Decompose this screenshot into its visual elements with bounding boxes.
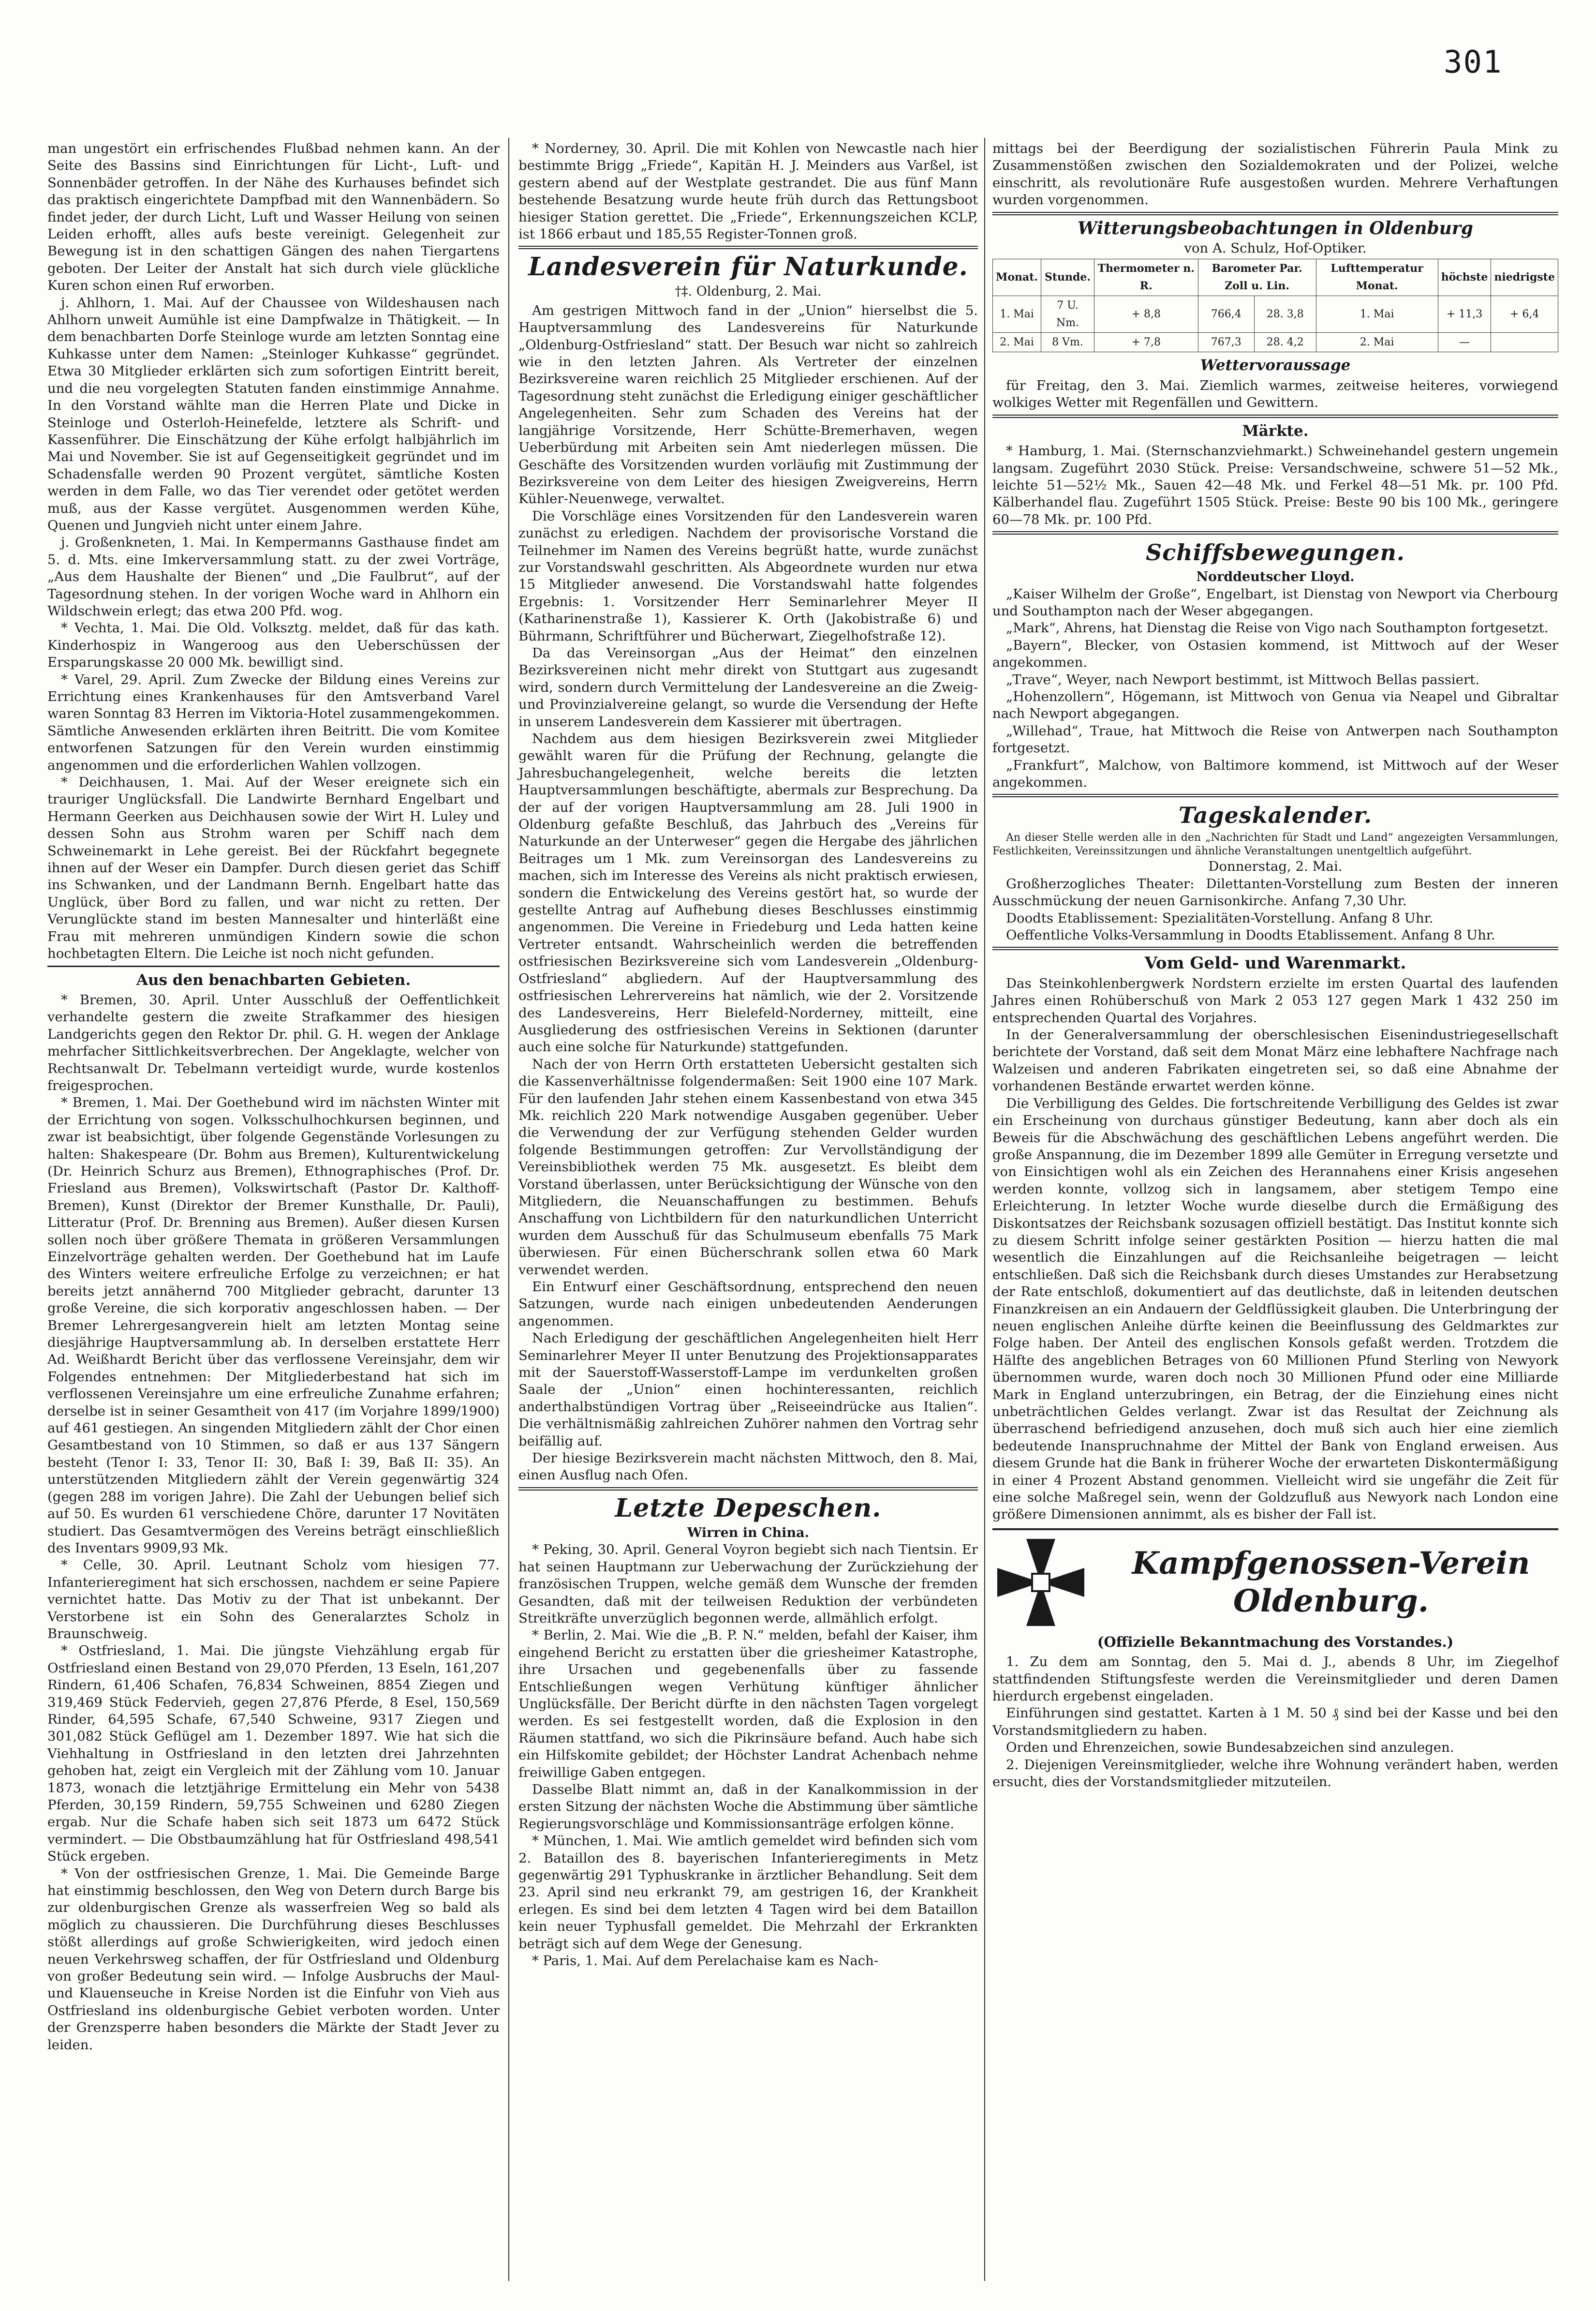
table-header: Monat. xyxy=(993,259,1041,296)
ad-item: Orden und Ehrenzeichen, sowie Bundesabzeichen sind anzulegen. xyxy=(1006,1740,1454,1756)
table-header: Barometer Par. Zoll u. Lin. xyxy=(1198,259,1316,296)
dateline: †‡. Oldenburg, 2. Mai. xyxy=(675,284,822,299)
article-paragraph: mittags bei der Beerdigung der sozialistischen Führerin Paula Mink zu Zusammenstößen zwischen den Sozialdemokraten und der Polizei, welche einschritt, als revolutionäre Rufe ausgestoßen wurden. Mehrere Verhaftungen wurden vorgenommen. xyxy=(992,141,1558,208)
money-title: Vom Geld- und Warenmarkt. xyxy=(1144,954,1406,973)
article-paragraph: Nachdem aus dem hiesigen Bezirksverein zwei Mitglieder gewählt waren für die Prüfung der Rechnung, gelangte die Jahresbuchangelegenheit, welche bereits die letzten Hauptversammlungen beschäftigte, abermals zur Besprechung. Da der auf der vorigen Hauptversammlung am 28. Juli 1900 in Oldenburg gefaßte Beschluß, das Jahrbuch des „Vereins für Naturkunde an der Unterweser“ gegen die Hergabe des jährlichen Beitrages um 1 Mk. zum Vereinsorgan des Landesvereins zu machen, sich im Interesse des Vereins als nicht praktisch erwiesen, sondern die Entwickelung des Vereins gestört hat, so wurde der gestellte Antrag auf Aufhebung dieses Beschlusses einstimmig angenommen. Die Vereine in Friedeburg und Leda hatten keine Vertreter entsandt. Wahrscheinlich werden die betreffenden ostfriesischen Bezirksvereine sich vom Landesverein „Oldenburg-Ostfriesland“ abgliedern. Auf der Hauptversammlung des ostfriesischen Lehrervereins hat nämlich, wie der 2. Vorsitzende des Landesvereins, Herr Bielefeld-Norderney, mitteilt, eine Ausgliederung des ostfriesischen Vereins in Sektionen (darunter auch eine solche für Naturkunde) stattgefunden. xyxy=(518,731,978,1055)
table-header: Lufttemperatur Monat. xyxy=(1316,259,1438,296)
weather-table xyxy=(992,259,1558,352)
article-paragraph: * Ostfriesland, 1. Mai. Die jüngste Viehzählung ergab für Ostfriesland einen Bestand von 29,070 Pferden, 13 Eseln, 161,207 Rindern, 61,406 Schafen, 76,834 Schweinen, 8854 Ziegen und 319,469 Stück Federvieh, gegen 27,876 Pferde, 8 Esel, 150,569 Rinder, 64,595 Schafe, 67,540 Schweine, 9317 Ziegen und 301,082 Stück Geflügel am 1. Dezember 1897. Wie hat sich die Viehhaltung in Ostfriesland in den letzten drei Jahrzehnten gehoben hat, zeigt ein Vergleich mit der Zählung vom 10. Januar 1873, wonach die letztjährige Ermittelung ein Mehr von 5438 Pferden, 30,159 Rindern, 59,755 Schweinen und 6280 Ziegen ergab. Nur die Schafe haben sich seit 1873 um 6472 Stück vermindert. — Die Obstbaumzählung hat für Ostfriesland 498,541 Stück ergeben. xyxy=(47,1643,500,1864)
ship-entry: „Willehad“, Traue, hat Mittwoch die Reise von Antwerpen nach Southampton fortgesetzt. xyxy=(992,723,1558,756)
table-cell: 1. Mai xyxy=(993,296,1041,333)
ship-entry: „Bayern“, Blecker, von Ostasien kommend, ist Mittwoch auf der Weser angekommen. xyxy=(992,637,1558,671)
page-number: 301 xyxy=(1444,45,1503,80)
table-cell: + 7,8 xyxy=(1094,333,1198,352)
ad-notice: (Offizielle Bekanntmachung des Vorstandes.) xyxy=(1097,1633,1454,1650)
table-row xyxy=(993,296,1558,333)
article-paragraph: Ein Entwurf einer Geschäftsordnung, entsprechend den neuen Satzungen, wurde nach einigen unbedeutenden Aenderungen angenommen. xyxy=(518,1279,978,1329)
calendar-item: Doodts Etablissement: Spezialitäten-Vorstellung. Anfang 8 Uhr. xyxy=(1006,910,1433,926)
markets-text: * Hamburg, 1. Mai. (Sternschanzviehmarkt.) Schweinehandel gestern ungemein langsam. Zugeführt 2030 Stück. Preise: Versandschweine, schwere 51—52 Mk., leichte 51—52½ Mk., Sauen 42—48 Mk. und Ferkel 48—51 Mk. pr. 100 Pfd. Kälberhandel flau. Zugeführt 1505 Stück. Preise: Beste 90 bis 100 Mk., geringere 60—78 Mk. pr. 100 Pfd. xyxy=(992,443,1558,527)
calendar-title: Tageskalender. xyxy=(1178,802,1373,829)
column-rule xyxy=(508,138,509,2281)
table-cell: 2. Mai xyxy=(1316,333,1438,352)
section-divider xyxy=(992,531,1558,535)
table-cell: 28. 4,2 xyxy=(1255,333,1316,352)
article-paragraph: * Berlin, 2. Mai. Wie die „B. P. N.“ melden, befahl der Kaiser, ihm eingehend Bericht zu erstatten über die griesheimer Katastrophe, ihre Ursachen und gegebenenfalls über zu fassende Entschließungen wegen Verhütung künftiger ähnlicher Unglücksfälle. Der Bericht dürfte in den nächsten Tagen vorgelegt werden. Es sei festgestellt worden, daß die Explosion in den Räumen stattfand, wo sich die Pikrinsäure befand. Auch habe sich ein Hilfskomite gebildet; der Höchster Landrat Achenbach nehme freiwillige Gaben entgegen. xyxy=(518,1627,978,1780)
money-paragraph: Die Verbilligung des Geldes. Die fortschreitende Verbilligung des Geldes ist zwar ein Erscheinung von durchaus günstiger Bedeutung, kann aber doch als ein Beweis für die Abschwächung des geschäftlichen Lebens angeführt werden. Die große Anspannung, die im Dezember 1899 alle Gemüter in Erregung versetzte und von Einsichtigen wohl als ein Zeichen des Herannahens einer Krisis angesehen werden konnte, vollzog sich in langsamem, aber stetigem Tempo eine Erleichterung. In letzter Woche wurde dieselbe durch die Ermäßigung des Diskontsatzes der Reichsbank sozusagen offiziell bestätigt. Das Institut konnte sich zu diesem Schritt infolge seiner gestärkten Position — hierzu hatten die mal wesentlich die Einzahlungen auf die Reichsanleihe beigetragen — leicht entschließen. Daß sich die Reichsbank durch dieses Umstandes zur Herabsetzung der Rate entschloß, dokumentiert auf das deutlichste, daß in leitenden deutschen Finanzkreisen an ein Andauern der Geldflüssigkeit glauben. Die Unterbringung der neuen englischen Anleihe dürfte keinen die Beeinflussung des Geldmarktes zur Folge haben. Der Anteil des englischen Konsols gefaßt werden. Trotzdem die Hälfte des angeblichen Betrages von 60 Millionen Pfund Sterling von Newyork übernommen wurde, waren doch noch 30 Millionen Pfund oder eine Milliarde Mark in England unterzubringen, ein Betrag, der die Einziehung eines nicht unbeträchtlichen Geldes verlangt. Zwar ist das Resultat der Zeichnung als überraschend befriedigend anzusehen, doch muß sich auch hier eine ziemlich bedeutende Inanspruchnahme der Mittel der Bank von England erweisen. Aus diesem Grunde hat die Bank in früherer Woche der erwarteten Diskontermäßigung in einer 4 Prozent Abstand genommen. Vielleicht wird sie ungefähr die Zeit für eine solche Maßregel sein, wenn der Goldzufluß aus Newyork nach London eine größere Dimensionen annimmt, als es bisher der Fall ist. xyxy=(992,1095,1558,1522)
article-paragraph: Dasselbe Blatt nimmt an, daß in der Kanalkommission in der ersten Sitzung der nächsten Woche die Abstimmung über sämtliche Regierungsvorschläge und Kommissionsanträge erfolgen könne. xyxy=(518,1781,978,1832)
table-cell: 7 U. Nm. xyxy=(1041,296,1094,333)
section-divider xyxy=(47,966,500,967)
article-paragraph: Da das Vereinsorgan „Aus der Heimat“ den einzelnen Bezirksvereinen nicht mehr direkt von Stuttgart aus zugesandt wird, sondern durch Vermittelung der Landesvereine an die Zweig- und Provinzialvereine gelangt, so wurde die Versendung der Hefte in unserem Landesverein dem Kassierer mit übertragen. xyxy=(518,645,978,730)
article-paragraph: j. Ahlhorn, 1. Mai. Auf der Chaussee von Wildeshausen nach Ahlhorn unweit Aumühle ist eine Dampfwalze in Thätigkeit. — In dem benachbarten Dorfe Steinloge wurde am letzten Sonntag eine Kuhkasse unter dem Namen: „Steinloger Kuhkasse“ gegründet. Etwa 30 Mitglieder erklärten sich zum sofortigen Eintritt bereit, und die neu vorgelegten Statuten fanden einstimmige Annahme. In den Vorstand wählte man die Herren Plate und Dicke in Steinloge und Osterloh-Heinefelde, letztere als Schrift- und Kassenführer. Die Einschätzung der Kühe erfolgt halbjährlich im Mai und November. Sie ist auf Gegenseitigkeit gegründet und im Schadensfalle werden 90 Prozent vergütet, sämtliche Kosten werden in dem Falle, wo das Tier verendet oder getötet werden muß, aus der Kasse vergütet. Ausgenommen werden Kühe, Quenen und Jungvieh nicht unter einem Jahre. xyxy=(47,295,500,533)
table-cell: 28. 3,8 xyxy=(1255,296,1316,333)
section-title: Letzte Depeschen. xyxy=(615,1493,882,1523)
section-divider xyxy=(992,947,1558,950)
calendar-item: Großherzogliches Theater: Dilettanten-Vorstellung zum Besten der inneren Ausschmückung der neuen Garnisonkirche. Anfang 7,30 Uhr. xyxy=(992,876,1558,909)
table-cell xyxy=(1491,333,1558,352)
table-cell: + 6,4 xyxy=(1491,296,1558,333)
weather-title: Witterungsbeobachtungen in Oldenburg xyxy=(1078,218,1473,239)
ad-item: 1. Zu dem am Sonntag, den 5. Mai d. J., abends 8 Uhr, im Ziegelhof stattfindenden Stiftungsfeste werden die Vereinsmitglieder und deren Damen hierdurch ergebenst eingeladen. xyxy=(992,1654,1558,1704)
article-paragraph: * Varel, 29. April. Zum Zwecke der Bildung eines Vereins zur Errichtung eines Krankenhauses für den Amtsverband Varel waren Sonntag 83 Herren im Viktoria-Hotel zusammengekommen. Sämtliche Anwesenden erklärten ihren Beitritt. Die vom Komitee entworfenen Satzungen für den Verein wurden einstimmig angenommen und die erforderlichen Wahlen vollzogen. xyxy=(47,671,500,773)
table-row xyxy=(993,333,1558,352)
article-paragraph: Am gestrigen Mittwoch fand in der „Union“ hierselbst die 5. Hauptversammlung des Landesvereins für Naturkunde „Oldenburg-Ostfriesland“ statt. Der Besuch war nicht so zahlreich wie in den letzten Jahren. Als Vertreter der einzelnen Bezirksvereine waren reichlich 25 Mitglieder erschienen. Auf der Tagesordnung steht zunächst die Erledigung einiger geschäftlicher Angelegenheiten. Sehr zum Schaden des Vereins hat der langjährige Vorsitzende, Herr Schütte-Bremerhaven, wegen Ueberbürdung mit Arbeiten sein Amt niederlegen müssen. Die Geschäfte des Vorsitzenden wurden vorläufig mit Zustimmung der Bezirksvereine von dem Leiter des hiesigen Zweigvereins, Herrn Kühler-Neuenwege, verwaltet. xyxy=(518,302,978,507)
section-divider xyxy=(992,212,1558,215)
table-cell: + 8,8 xyxy=(1094,296,1198,333)
column-1 xyxy=(47,140,500,2279)
article-paragraph: * München, 1. Mai. Wie amtlich gemeldet wird befinden sich vom 2. Bataillon des 8. bayerischen Infanterieregiments in Metz gegenwärtig 291 Typhuskranke in ärztlicher Behandlung. Seit dem 23. April sind neu erkrankt 79, am gestrigen 16, der Krankheit erlegen. Es sind bei dem letzten 4 Tagen wird bei dem Bataillon kein neuer Typhusfall gemeldet. Die Mehrzahl der Erkrankten beträgt sich auf dem Wege der Genesung. xyxy=(518,1833,978,1952)
calendar-note: An dieser Stelle werden alle in den „Nachrichten für Stadt und Land“ angezeigten Versammlungen, Festlichkeiten, Vereinssitzungen und ähnliche Veranstaltungen unentgeltlich aufgeführt. xyxy=(992,832,1558,858)
table-header: niedrigste xyxy=(1491,259,1558,296)
ad-item: Einführungen sind gestattet. Karten à 1 M. 50 ₰ sind bei der Kasse und bei den Vorstandsmitgliedern zu haben. xyxy=(992,1705,1558,1738)
money-paragraph: In der Generalversammlung der oberschlesischen Eisenindustriegesellschaft berichtete der Vorstand, daß seit dem Monat März eine lebhaftere Nachfrage nach Walzeisen und anderen Fabrikaten eingetreten sei, so daß eine Abnahme der vorhandenen Bestände erwartet werden könne. xyxy=(992,1027,1558,1094)
section-divider xyxy=(992,794,1558,797)
article-paragraph: Der hiesige Bezirksverein macht nächsten Mittwoch, den 8. Mai, einen Ausflug nach Ofen. xyxy=(518,1450,978,1483)
ships-title: Schiffsbewegungen. xyxy=(1146,539,1405,566)
table-header: höchste xyxy=(1438,259,1491,296)
article-paragraph: * Bremen, 30. April. Unter Ausschluß der Oeffentlichkeit verhandelte gestern die zweite Strafkammer des hiesigen Landgerichts gegen den Rektor Dr. phil. G. H. wegen der Anklage mehrfacher Sittlichkeitsverbrechen. Der Angeklagte, welcher von Rechtsanwalt Dr. Tebelmann verteidigt wurde, wurde kostenlos freigesprochen. xyxy=(47,992,500,1093)
column-rule xyxy=(984,138,985,2281)
ship-entry: „Mark“, Ahrens, hat Dienstag die Reise von Vigo nach Southampton fortgesetzt. xyxy=(1006,620,1549,636)
ship-entry: „Kaiser Wilhelm der Große“, Engelbart, ist Dienstag von Newport via Cherbourg und Southampton nach der Weser abgegangen. xyxy=(992,586,1558,619)
article-paragraph: * Peking, 30. April. General Voyron begiebt sich nach Tientsin. Er hat seinen Hauptmann zur Ueberwachung der Zurückziehung der französischen Truppen, welche gemäß dem Wunsche der fremden Gesandten, daß mit der teilweisen Reduktion der verbündeten Streitkräfte unverzüglich begonnen werde, allmählich erfolgt. xyxy=(518,1542,978,1626)
section-title: Landesverein für Naturkunde. xyxy=(528,252,968,282)
ship-entry: „Trave“, Weyer, nach Newport bestimmt, ist Mittwoch Bellas passiert. xyxy=(1006,671,1479,687)
calendar-item: Oeffentliche Volks-Versammlung in Doodts Etablissement. Anfang 8 Uhr. xyxy=(1006,927,1495,943)
table-header: Stunde. xyxy=(1041,259,1094,296)
ad-title-line1: Kampfgenossen-Verein xyxy=(1132,1545,1530,1581)
article-paragraph: * Norderney, 30. April. Die mit Kohlen von Newcastle nach hier bestimmte Brigg „Friede“, Kapitän H. J. Meinders aus Varßel, ist gestern abend auf der Westplate gestrandet. Die aus fünf Mann bestehende Besatzung wurde heute früh durch das Rettungsboot hiesiger Station gerettet. Die „Friede“, Erkennungszeichen KCLP, ist 1866 erbaut und 185,55 Register-Tonnen groß. xyxy=(518,141,978,242)
forecast-text: für Freitag, den 3. Mai. Ziemlich warmes, zeitweise heiteres, vorwiegend wolkiges Wetter mit Regenfällen und Gewittern. xyxy=(992,377,1558,411)
section-divider xyxy=(518,246,978,249)
article-paragraph: j. Großenkneten, 1. Mai. In Kempermanns Gasthause findet am 5. d. Mts. eine Imkerversammlung statt. zu der zwei Vorträge, „Aus dem Haushalte der Bienen“ und „Die Faulbrut“, auf der Tagesordnung stehen. In der vorigen Woche ward in Ahlhorn ein Wildschwein erlegt; das etwa 200 Pfd. wog. xyxy=(47,535,500,619)
iron-cross-icon xyxy=(992,1534,1089,1631)
table-cell: 8 Vm. xyxy=(1041,333,1094,352)
calendar-day: Donnerstag, 2. Mai. xyxy=(1208,859,1343,875)
article-paragraph: * Vechta, 1. Mai. Die Old. Volksztg. meldet, daß für das kath. Kinderhospiz in Wangeroog aus den Ueberschüssen der Ersparungskasse 20 000 Mk. bewilligt sind. xyxy=(47,620,500,671)
table-header: Thermometer n. R. xyxy=(1094,259,1198,296)
section-heading: Aus den benachbarten Gebieten. xyxy=(136,971,411,989)
section-subtitle: Wirren in China. xyxy=(687,1525,809,1540)
column-2 xyxy=(518,140,978,2279)
table-cell: + 11,3 xyxy=(1438,296,1491,333)
article-paragraph: Nach Erledigung der geschäftlichen Angelegenheiten hielt Herr Seminarlehrer Meyer II unter Benutzung des Projektionsapparates mit der Sauerstoff-Wasserstoff-Lampe im verdunkelten großen Saale der „Union“ einen hochinteressanten, reichlich anderthalbstündigen Vortrag über „Reiseeindrücke aus Italien“. Die verhältnismäßig zahlreichen Zuhörer nahmen den Vortrag sehr beifällig auf. xyxy=(518,1330,978,1449)
weather-subtitle: von A. Schulz, Hof-Optiker. xyxy=(1184,240,1367,256)
advertisement xyxy=(992,1528,1558,1791)
ship-entry: „Hohenzollern“, Högemann, ist Mittwoch von Genua via Neapel und Gibraltar nach Newport abgegangen. xyxy=(992,688,1558,722)
ship-entry: „Frankfurt“, Malchow, von Baltimore kommend, ist Mittwoch auf der Weser angekommen. xyxy=(992,757,1558,790)
section-divider xyxy=(992,415,1558,418)
table-cell: 767,3 xyxy=(1198,333,1254,352)
markets-title: Märkte. xyxy=(1242,422,1309,440)
article-paragraph: * Von der ostfriesischen Grenze, 1. Mai. Die Gemeinde Barge hat einstimmig beschlossen, den Weg von Detern durch Barge bis zur oldenburgischen Grenze als wasserfreien Weg so bald als möglich zu chaussieren. Die Durchführung dieses Beschlusses stößt allerdings auf große Schwierigkeiten, wird jedoch einen neuen Verkehrsweg schaffen, der für Ostfriesland und Oldenburg von großer Bedeutung sein wird. — Infolge Ausbruchs der Maul- und Klauenseuche in Kreise Norden ist die Einfuhr von Vieh aus Ostfriesland ins oldenburgische Gebiet verboten worden. Unter der Grenzsperre haben besonders die Märkte der Stadt Jever zu leiden. xyxy=(47,1865,500,2053)
table-cell: 1. Mai xyxy=(1316,296,1438,333)
article-paragraph: * Bremen, 1. Mai. Der Goethebund wird im nächsten Winter mit der Errichtung von sogen. Volksschulhochkursen beginnen, und zwar ist beabsichtigt, über folgende Gegenstände Vorlesungen zu halten: Shakespeare (Dr. Bohm aus Bremen), Kulturentwickelung (Dr. Heinrich Schurz aus Bremen), Ethnographisches (Prof. Dr. Friesland aus Bremen), Volkswirtschaft (Pastor Dr. Kalthoff-Bremen), Kunst (Direktor der Bremer Kunsthalle, Dr. Pauli), Litteratur (Prof. Dr. Brenning aus Bremen). Außer diesen Kursen sollen noch über größere Themata in größeren Versammlungen Einzelvorträge gehalten werden. Der Goethebund hat im Laufe des Winters weitere erfreuliche Erfolge zu verzeichnen; er hat bereits jetzt annähernd 700 Mitglieder gebracht, darunter 13 große Vereine, die sich korporativ angeschlossen haben. — Der Bremer Lehrergesangverein hielt am letzten Montag seine diesjährige Hauptversammlung ab. In derselben erstattete Herr Ad. Weißhardt Bericht über das verflossene Vereinsjahr, dem wir Folgendes entnehmen: Der Mitgliederbestand hat sich im verflossenen Vereinsjahre um eine erfreuliche Zunahme erfahren; derselbe ist in seiner Gesamtheit von 417 (im Vorjahre 1899/1900) auf 461 gestiegen. An singenden Mitgliedern zählt der Chor einen Gesamtbestand von 10 Stimmen, so daß er aus 137 Sängern besteht (Tenor I: 33, Tenor II: 30, Baß I: 39, Baß II: 35). An unterstützenden Mitgliedern zählt der Verein gegenwärtig 324 (gegen 288 im vorigen Jahre). Die Zahl der Uebungen belief sich auf 50. Es wurden 61 verschiedene Chöre, darunter 17 Novitäten studiert. Das Gesamtvermögen des Vereins beträgt einschließlich des Inventars 9909,93 Mk. xyxy=(47,1095,500,1556)
article-paragraph: Nach der von Herrn Orth erstatteten Uebersicht gestalten sich die Kassenverhältnisse folgendermaßen: Seit 1900 eine 107 Mark. Für den laufenden Jahr stehen einem Kassenbestand von etwa 345 Mk. reichlich 220 Mark notwendige Ausgaben gegenüber. Ueber die Verwendung der zur Verfügung stehenden Gelder wurden folgende Bestimmungen getroffen: Zur Vervollständigung der Vereinsbibliothek werden 75 Mk. ausgesetzt. Es bleibt dem Vorstand überlassen, unter Berücksichtigung der Wünsche von den Mitgliedern, die Neuanschaffungen zu bestimmen. Behufs Anschaffung von Lichtbildern für den naturkundlichen Unterricht wurden dem Ausschuß für das Schulmuseum ebenfalls 75 Mark überwiesen. Für einen Bücherschrank sollen etwa 60 Mark verwendet werden. xyxy=(518,1056,978,1278)
ad-item: 2. Diejenigen Vereinsmitglieder, welche ihre Wohnung verändert haben, werden ersucht, dies der Vorstandsmitglieder mitzuteilen. xyxy=(992,1757,1558,1790)
table-cell: 2. Mai xyxy=(993,333,1041,352)
article-paragraph: * Paris, 1. Mai. Auf dem Perelachaise kam es Nach- xyxy=(532,1953,879,1969)
table-cell: 766,4 xyxy=(1198,296,1254,333)
ad-title-line2: Oldenburg. xyxy=(1233,1582,1429,1619)
ships-subtitle: Norddeutscher Lloyd. xyxy=(1196,569,1355,585)
article-paragraph: * Celle, 30. April. Leutnant Scholz vom hiesigen 77. Infanterieregiment hat sich erschossen, nachdem er seine Papiere vernichtet hatte. Das Motiv zu der That ist unbekannt. Der Verstorbene ist ein Sohn des Generalarztes Scholz in Braunschweig. xyxy=(47,1557,500,1641)
section-divider xyxy=(518,1487,978,1491)
money-paragraph: Das Steinkohlenbergwerk Nordstern erzielte im ersten Quartal des laufenden Jahres einen Rohüberschuß von Mark 2 053 127 gegen Mark 1 432 250 im entsprechenden Quartal des Vorjahres. xyxy=(992,975,1558,1026)
table-cell: — xyxy=(1438,333,1491,352)
article-paragraph: Die Vorschläge eines Vorsitzenden für den Landesverein waren zunächst zu erledigen. Nachdem der provisorische Vorstand die Teilnehmer im Namen des Vereins begrüßt hatte, wurde zunächst zur Vorstandswahl geschritten. Als Abgeordnete wurden nur etwa 15 Mitglieder anwesend. Die Vorstandswahl hatte folgendes Ergebnis: 1. Vorsitzender Herr Seminarlehrer Meyer II (Katharinenstraße 1), Kassierer K. Orth (Jakobistraße 6) und Bührmann, Schriftführer und Bücherwart, Ziegelhofstraße 12). xyxy=(518,508,978,644)
article-paragraph: * Deichhausen, 1. Mai. Auf der Weser ereignete sich ein trauriger Unglücksfall. Die Landwirte Bernhard Engelbart und Hermann Geerken aus Deichhausen sowie der Wirt H. Luley und dessen Sohn aus Strohm waren per Schiff nach dem Schweinemarkt in Lehe gereist. Bei der Rückfahrt begegnete ihnen auf der Weser ein Dampfer. Durch diesen geriet das Schiff ins Schwanken, und der Landmann Bernh. Engelbart hatte das Unglück, über Bord zu fallen, und war nicht zu retten. Der Verunglückte stand im besten Mannesalter und hinterläßt eine Frau mit mehreren unmündigen Kindern sowie die schon hochbetagten Eltern. Die Leiche ist noch nicht gefunden. xyxy=(47,775,500,962)
forecast-title: Wettervoraussage xyxy=(1200,357,1351,374)
column-3 xyxy=(992,140,1558,2279)
article-paragraph: man ungestört ein erfrischendes Flußbad nehmen kann. An der Seite des Bassins sind Einrichtungen für Licht-, Luft- und Sonnenbäder getroffen. In der Nähe des Kurhauses befindet sich das praktisch eingerichtete Dampfbad mit den Wannenbädern. So findet jeder, der durch Licht, Luft und Wasser Heilung von seinen Leiden erhofft, alles aufs beste vereinigt. Gelegenheit zur Bewegung ist in den schattigen Gängen des nahen Tiergartens geboten. Der Leiter der Anstalt hat sich durch viele glückliche Kuren schon einen Ruf erworben. xyxy=(47,141,500,294)
